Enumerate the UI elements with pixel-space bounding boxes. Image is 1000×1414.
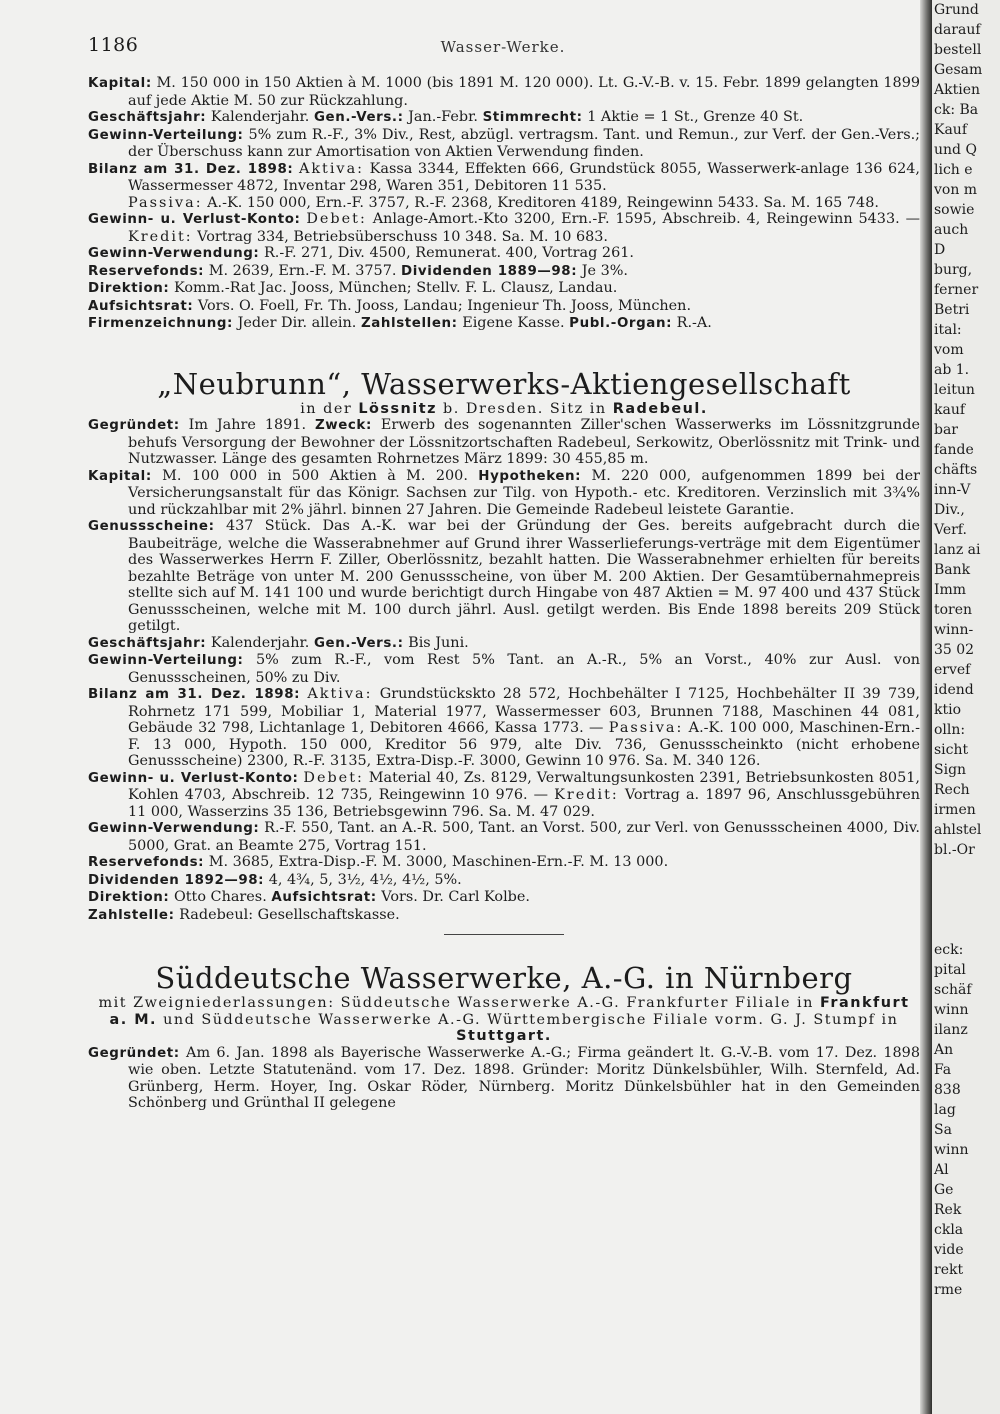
direktion-paragraph: Direktion: Komm.-Rat Jac. Jooss, München; Stellv. F. L. Clausz, Landau. [88,280,618,296]
edge-fragment: ck: Ba [934,102,979,118]
edge-fragment [932,880,1000,900]
company-title: Süddeutsche Wasserwerke, A.-G. in Nürnberg [155,961,853,995]
direktion-paragraph: Direktion: Otto Chares. Aufsichtsrat: Vors. Dr. Carl Kolbe. [88,889,530,905]
edge-fragment: lanz ai [934,542,981,558]
edge-fragment: Grund [934,2,979,18]
edge-fragment: vom [934,342,964,358]
guv-paragraph: Gewinn- u. Verlust-Konto: Debet: Material 40, Zs. 8129, Verwaltungsunkosten 2391, Betriebsunkosten 8051, Kohlen 4703, Abschreib. 12 735, Reingewinn 10 976. — Kredit: Vortrag a. 1897 96, Anschlussgebühren 11 000, Wasserzins 35 136, Betriebsgewinn 796. Sa. M. 47 029. [88,769,921,820]
geschaeftsjahr-paragraph: Geschäftsjahr: Kalenderjahr. Gen.-Vers.: Jan.-Febr. Stimmrecht: 1 Aktie = 1 St., Grenze 40 St. [88,109,804,125]
edge-fragment: toren [934,602,973,618]
edge-fragment: irmen [934,802,976,818]
edge-fragment: und Q [934,142,977,158]
edge-fragment: chäfts [934,462,978,478]
reservefonds-paragraph: Reservefonds: M. 2639, Ern.-F. M. 3757. Dividenden 1889—98: Je 3%. [88,262,628,279]
edge-fragment [932,860,1000,880]
edge-fragment: lich e [934,162,973,178]
edge-fragment: burg, [934,262,973,278]
edge-fragment: Gesam [934,62,983,78]
gewinn-verteilung-paragraph: Gewinn-Verteilung: 5% zum R.-F., vom Rest 5% Tant. an A.-R., 5% an Vorst., 40% zur Ausl. von Genussscheinen, 50% zu Div. [88,652,920,686]
kapital-paragraph: Kapital: M. 150 000 in 150 Aktien à M. 1000 (bis 1891 M. 120 000). Lt. G.-V.-B. v. 15. Febr. 1899 gelangten 1899 auf jede Aktie M. 50 zur Rückzahlung. [88,75,921,109]
bilanz-paragraph: Bilanz am 31. Dez. 1898: Aktiva: Grundstückskto 28 572, Hochbehälter I 7125, Hochbehälter II 39 739, Rohrnetz 171 599, Mobiliar 1, Material 1977, Wassermesser 603, Brunnen 7188, Maschinen 44 081, Gebäude 32 798, Lichtanlage 1, Debitoren 4666, Kassa 1773. — Passiva: A.-K. 100 000, Maschinen-Ern.-F. 13 000, Hypoth. 150 000, Kreditor 56 979, alte Div. 736, Genussscheinkto (nicht erhobene Genussscheine) 2300, R.-F. 3135, Extra-Disp.-F. 3000, Gewinn 10 976. Sa. M. 340 126. [88,686,920,769]
edge-fragment: An [934,1042,954,1058]
edge-fragment: 838 [934,1082,961,1098]
edge-fragment: ferner [934,282,979,298]
edge-fragment: auch [934,222,969,238]
edge-fragment: Bank [934,562,971,578]
edge-fragment: ahlstel [934,822,982,838]
edge-fragment: Al [934,1162,949,1178]
edge-fragment: Aktien [934,82,980,98]
edge-fragment: idend [934,682,974,698]
company-entry-sueddeutsche [88,961,920,1112]
company-entry-neubrunn [88,367,920,936]
company-title: „Neubrunn“, Wasserwerks-Aktiengesellschaft [157,366,851,401]
edge-fragment: rekt [934,1262,964,1278]
zahlstelle-paragraph: Zahlstelle: Radebeul: Gesellschaftskasse. [88,906,400,923]
edge-fragment: winn- [934,622,974,638]
edge-fragment: sicht [934,742,969,758]
company-subtitle: in der Lössnitz b. Dresden. Sitz in Radebeul. [300,400,708,417]
kapital-paragraph: Kapital: M. 100 000 in 500 Aktien à M. 200. Hypotheken: M. 220 000, aufgenommen 1899 bei der Versicherungsanstalt für das Königr. Sachsen zur Tilg. von Hypoth.- etc. Kreditoren. Verzinslich mit 3¾% und rückzahlbar mit 2% jährl. binnen 27 Jahren. Die Gemeinde Radebeul leistete Garantie. [88,467,921,518]
gewinn-verwendung-paragraph: Gewinn-Verwendung: R.-F. 271, Div. 4500, Remunerat. 400, Vortrag 261. [88,245,634,261]
gegruendet-paragraph: Gegründet: Am 6. Jan. 1898 als Bayerische Wasserwerke A.-G.; Firma geändert lt. G.-V.-B. vom 17. Dez. 1898 wie oben. Letzte Statutenänd. vom 17. Dez. 1898. Gründer: Moritz Dünkelsbühler, Wilh. Sternfeld, Ad. Grünberg, Herm. Hoyer, Ing. Oskar Röder, Nürnberg. Moritz Dünkelsbühler hat in den Gemeinden Schönberg und Grünthal II gelegene [88,1044,920,1111]
edge-fragment: eck: [934,942,964,958]
edge-fragment: D [934,242,946,258]
bilanz-paragraph: Bilanz am 31. Dez. 1898: Aktiva: Kassa 3344, Effekten 666, Grundstück 8055, Wasserwerk-anlage 136 624, Wassermesser 4872, Inventar 298, Waren 351, Debitoren 11 535. Passiva: A.-K. 150 000, Ern.-F. 3757, R.-F. 2368, Kreditoren 4189, Reingewinn 5433. Sa. M. 165 748. [88,160,921,211]
edge-fragment: Verf. [934,522,967,538]
edge-fragment: winn [934,1142,969,1158]
edge-fragment: Div., [934,502,965,518]
gegruendet-paragraph: Gegründet: Im Jahre 1891. Zweck: Erwerb des sogenannten Ziller'schen Wasserwerks im Lössnitzgrunde behufs Versorgung der Bewohner der Lössnitzortschaften Radebeul, Serkowitz, Oberlössnitz mit Trink- und Nutzwasser. Länge des gesamten Rohrnetzes März 1899: 30 455,85 m. [88,417,920,467]
edge-fragment: von m [934,182,978,198]
gewinn-verwendung-paragraph: Gewinn-Verwendung: R.-F. 550, Tant. an A.-R. 500, Tant. an Vorst. 500, zur Verl. von Genussscheinen 4000, Div. 5000, Grat. an Beamte 275, Vortrag 151. [88,820,921,854]
edge-fragment: kauf [934,402,966,418]
edge-fragment: bar [934,422,959,438]
edge-fragment: ervef [934,662,971,678]
edge-fragment: ilanz [934,1022,968,1038]
edge-fragment: Ge [934,1182,954,1198]
edge-fragment [932,920,1000,940]
edge-fragment: Sign [934,762,967,778]
edge-fragment [932,900,1000,920]
edge-fragment: 35 02 [934,642,975,658]
firmenzeichnung-paragraph: Firmenzeichnung: Jeder Dir. allein. Zahlstellen: Eigene Kasse. Publ.-Organ: R.-A. [88,315,712,331]
page-gutter-shadow [920,0,932,1414]
edge-fragment: ab 1. [934,362,970,378]
edge-fragment: fande [934,442,974,458]
company-subtitle: mit Zweigniederlassungen: Süddeutsche Wasserwerke A.-G. Frankfurter Filiale in Frankfurt a. M. und Süddeutsche Wasserwerke A.-G. Württembergische Filiale vorm. G. J. Stumpf in Stuttgart. [98,995,910,1044]
edge-fragment: vide [934,1242,964,1258]
edge-fragment: olln: [934,722,966,738]
edge-fragment: bestell [934,42,982,58]
page-header [88,28,918,58]
edge-fragment: Rech [934,782,970,798]
edge-fragment: rme [934,1282,963,1298]
edge-fragment: bl.-Or [934,842,975,858]
edge-fragment: Rek [934,1202,962,1218]
edge-fragment: schäf [934,982,972,998]
aufsichtsrat-paragraph: Aufsichtsrat: Vors. O. Foell, Fr. Th. Jooss, Landau; Ingenieur Th. Jooss, München. [88,297,692,314]
genussscheine-paragraph: Genussscheine: 437 Stück. Das A.-K. war bei der Gründung der Ges. bereits aufgebracht durch die Baubeiträge, welche die Wasserabnehmer auf Grund ihrer Wasserlieferungs-verträge mit dem Eigentümer des Wasserwerkes Herrn F. Ziller, Oberlössnitz, bezahlt hatten. Die Wasserabnehmer erhielten für bereits bezahlte Beträge von unter M. 200 Genussscheine, von über M. 200 Aktien. Der Gesamtübernahmepreis stellte sich auf M. 141 100 und wurde berichtigt durch Hingabe von 487 Aktien = M. 97 400 und 437 Stück Genussscheinen, welche mit M. 100 durch jährl. Ausl. getilgt werden. Bis Ende 1898 bereits 209 Stück getilgt. [88,518,921,634]
edge-fragment: Fa [934,1062,952,1078]
running-title: Wasser-Werke. [440,38,566,56]
edge-fragment: darauf [934,22,981,38]
edge-fragment: sowie [934,202,975,218]
gewinn-verteilung-paragraph: Gewinn-Verteilung: 5% zum R.-F., 3% Div., Rest, abzügl. vertragsm. Tant. und Remun., zur Verf. der Gen.-Vers.; der Überschuss kann zur Amortisation von Aktien Verwendung finden. [88,126,921,160]
edge-fragment: ital: [934,322,962,338]
dividenden-paragraph: Dividenden 1892—98: 4, 4¾, 5, 3½, 4½, 4½, 5%. [88,871,462,888]
edge-fragment: winn [934,1002,969,1018]
geschaeftsjahr-paragraph: Geschäftsjahr: Kalenderjahr. Gen.-Vers.: Bis Juni. [88,634,469,651]
edge-fragment: leitun [934,382,975,398]
edge-fragment: pital [934,962,966,978]
edge-fragment: ckla [934,1222,964,1238]
edge-fragment: Betri [934,302,970,318]
edge-fragment: inn-V [934,482,971,498]
main-column [88,75,920,1112]
page-number: 1186 [88,34,139,56]
company-entry-previous [88,75,920,333]
edge-fragment: Sa [934,1122,952,1138]
adjacent-page-edge [932,0,1000,1414]
edge-fragment: ktio [934,702,962,718]
edge-fragment: Imm [934,582,967,598]
reservefonds-paragraph: Reservefonds: M. 3685, Extra-Disp.-F. M. 3000, Maschinen-Ern.-F. M. 13 000. [88,854,669,870]
edge-fragment: Kauf [934,122,968,138]
guv-paragraph: Gewinn- u. Verlust-Konto: Debet: Anlage-Amort.-Kto 3200, Ern.-F. 1595, Abschreib. 4, Reingewinn 5433. — Kredit: Vortrag 334, Betriebsüberschuss 10 348. Sa. M. 10 683. [88,211,920,245]
edge-fragment: lag [934,1102,956,1118]
